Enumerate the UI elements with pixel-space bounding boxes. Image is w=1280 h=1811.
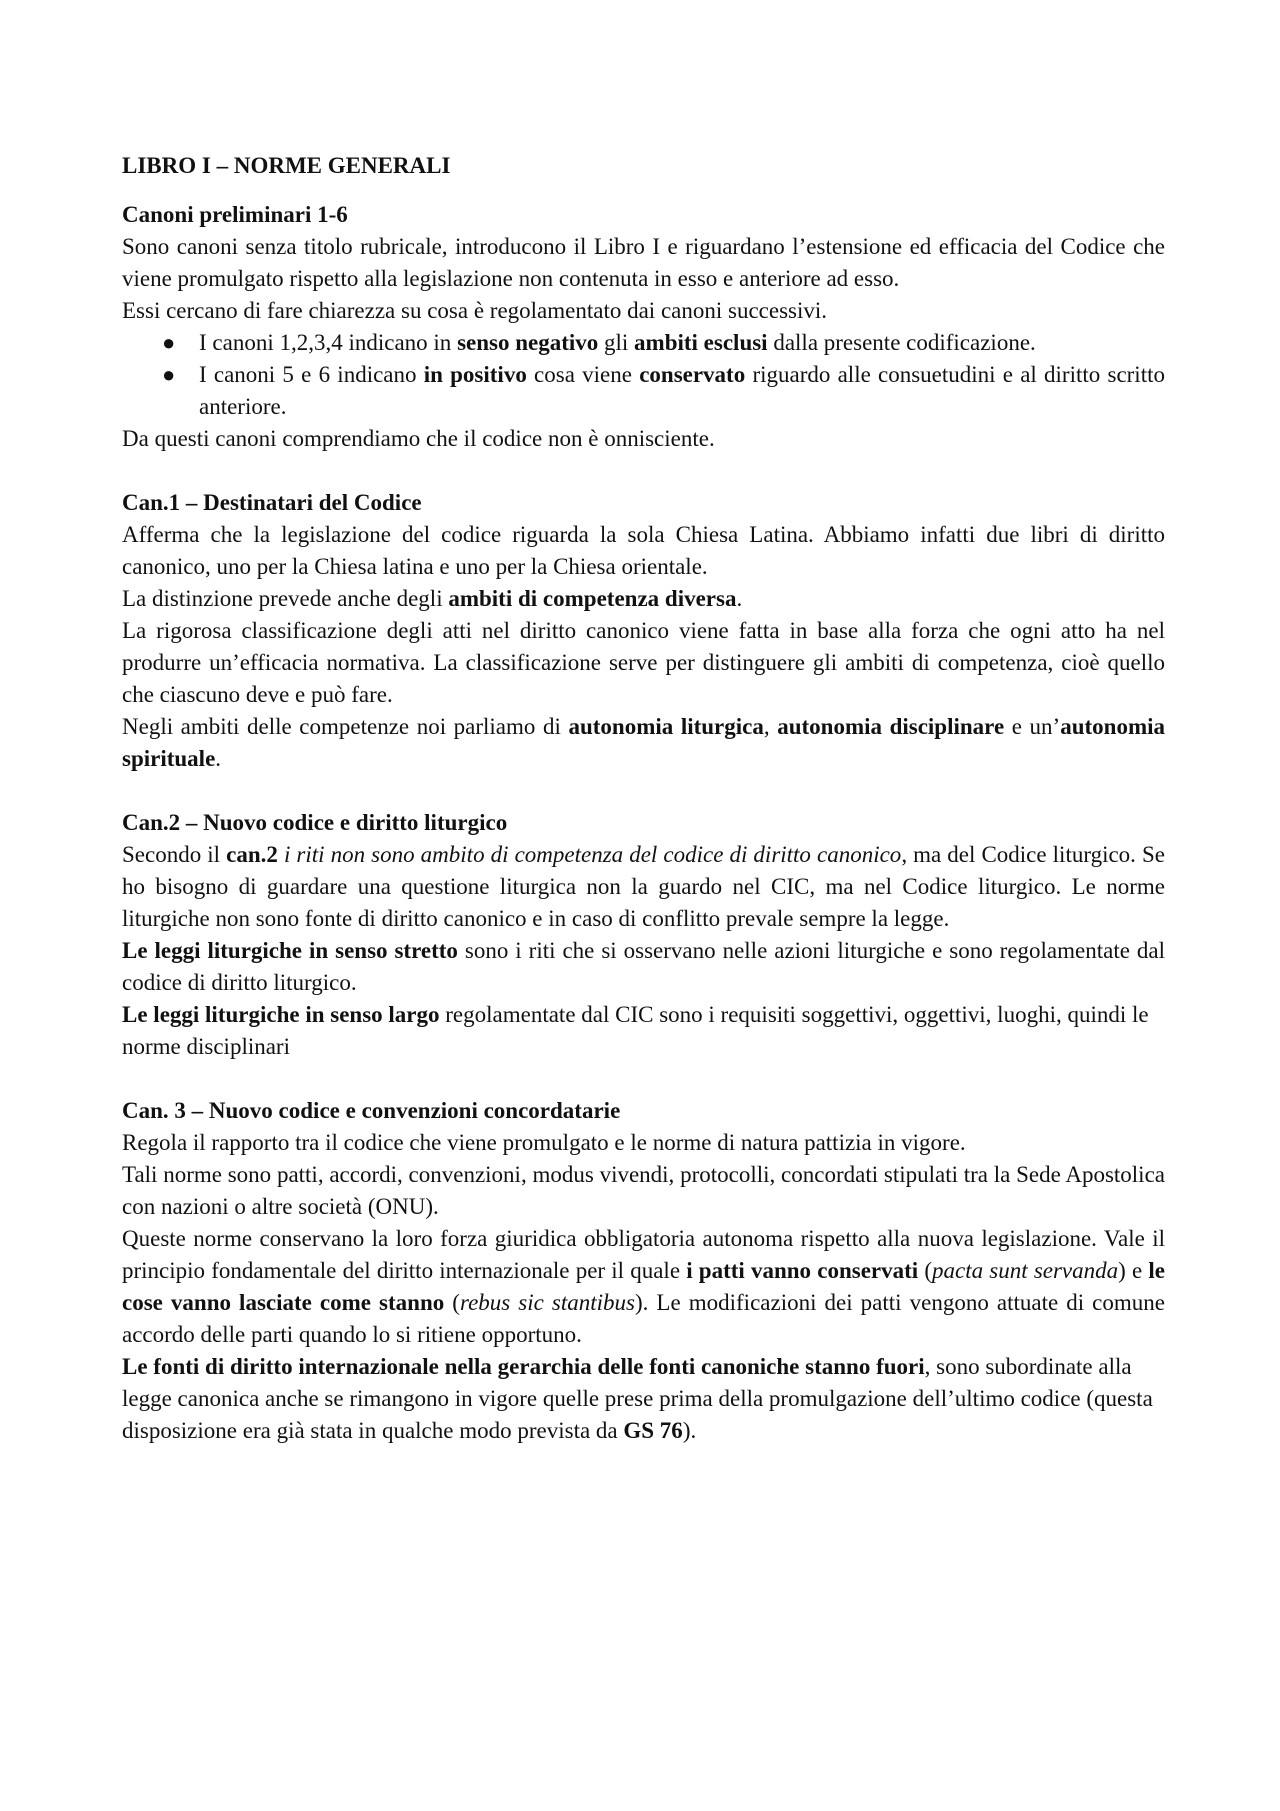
paragraph: La distinzione prevede anche degli ambiti di competenza diversa. [122, 586, 743, 611]
paragraph: Da questi canoni comprendiamo che il codice non è onnisciente. [122, 426, 715, 451]
paragraph: Queste norme conservano la loro forza giuridica obbligatoria autonoma rispetto alla nuova legislazione. Vale il principio fondamentale del diritto internazionale per il quale i patti vanno conservati (pacta sunt servanda) e le cose vanno lasciate come stanno (rebus sic stantibus). Le modificazioni dei patti vengono attuate di comune accordo delle parti quando lo si ritiene opportuno. [122, 1226, 1165, 1347]
section-heading: Can.1 – Destinatari del Codice [122, 490, 422, 515]
paragraph: Essi cercano di fare chiarezza su cosa è regolamentato dai canoni successivi. [122, 298, 828, 323]
section-heading: Canoni preliminari 1-6 [122, 202, 348, 227]
paragraph: Secondo il can.2 i riti non sono ambito di competenza del codice di diritto canonico, ma del Codice liturgico. Se ho bisogno di guardare una questione liturgica non la guardo nel CIC, ma nel Codice liturgico. Le norme liturgiche non sono fonte di diritto canonico e in caso di conflitto prevale sempre la legge. [122, 842, 1165, 931]
bullet-list [122, 327, 1165, 423]
section-canoni-preliminari [122, 199, 1165, 455]
list-item: ● I canoni 1,2,3,4 indicano in senso negativo gli ambiti esclusi dalla presente codificazione. [122, 327, 1165, 359]
bullet-icon: ● [162, 362, 176, 387]
section-can-1 [122, 487, 1165, 775]
document-page [122, 150, 1165, 1447]
document-title: LIBRO I – NORME GENERALI [122, 153, 451, 178]
paragraph: Le fonti di diritto internazionale nella gerarchia delle fonti canoniche stanno fuori, sono subordinate alla legge canonica anche se rimangono in vigore quelle prese prima della promulgazione dell’ultimo codice (questa disposizione era già stata in qualche modo prevista da GS 76). [122, 1354, 1153, 1443]
paragraph: Sono canoni senza titolo rubricale, introducono il Libro I e riguardano l’estensione ed efficacia del Codice che viene promulgato rispetto alla legislazione non contenuta in esso e anteriore ad esso. [122, 234, 1165, 291]
section-can-2 [122, 807, 1165, 1063]
list-item: ● I canoni 5 e 6 indicano in positivo cosa viene conservato riguardo alle consuetudini e al diritto scritto anteriore. [122, 359, 1165, 423]
bullet-icon: ● [162, 330, 176, 355]
section-heading: Can. 3 – Nuovo codice e convenzioni concordatarie [122, 1098, 621, 1123]
paragraph: La rigorosa classificazione degli atti nel diritto canonico viene fatta in base alla forza che ogni atto ha nel produrre un’efficacia normativa. La classificazione serve per distinguere gli ambiti di competenza, cioè quello che ciascuno deve e può fare. [122, 618, 1165, 707]
paragraph: Le leggi liturgiche in senso largo regolamentate dal CIC sono i requisiti soggettivi, oggettivi, luoghi, quindi le norme disciplinari [122, 1002, 1149, 1059]
paragraph: Negli ambiti delle competenze noi parliamo di autonomia liturgica, autonomia disciplinare e un’autonomia spirituale. [122, 714, 1165, 771]
paragraph: Tali norme sono patti, accordi, convenzioni, modus vivendi, protocolli, concordati stipulati tra la Sede Apostolica con nazioni o altre società (ONU). [122, 1162, 1165, 1219]
paragraph: Afferma che la legislazione del codice riguarda la sola Chiesa Latina. Abbiamo infatti due libri di diritto canonico, uno per la Chiesa latina e uno per la Chiesa orientale. [122, 522, 1165, 579]
paragraph: Le leggi liturgiche in senso stretto sono i riti che si osservano nelle azioni liturgiche e sono regolamentate dal codice di diritto liturgico. [122, 938, 1166, 995]
paragraph: Regola il rapporto tra il codice che viene promulgato e le norme di natura pattizia in vigore. [122, 1130, 966, 1155]
section-can-3 [122, 1095, 1165, 1447]
section-heading: Can.2 – Nuovo codice e diritto liturgico [122, 810, 508, 835]
